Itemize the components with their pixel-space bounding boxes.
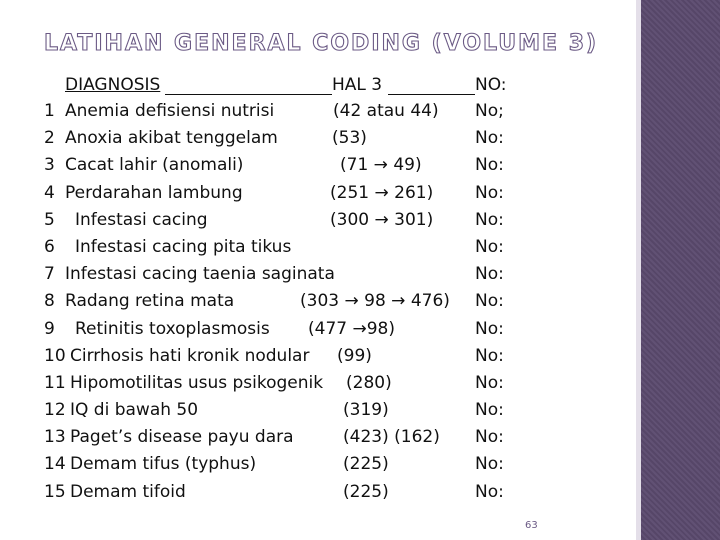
item-no: No: — [475, 210, 504, 230]
header-hal: HAL 3 — [332, 75, 383, 95]
item-number: 11 — [44, 373, 66, 393]
item-hal: (303 → 98 → 476) — [300, 291, 450, 311]
item-hal: (99) — [337, 346, 372, 366]
item-hal: (251 → 261) — [330, 183, 434, 203]
item-no: No: — [475, 155, 504, 175]
header-no: NO: — [475, 75, 507, 95]
item-diagnosis: Cirrhosis hati kronik nodular — [70, 346, 310, 366]
item-diagnosis: Anoxia akibat tenggelam — [65, 128, 278, 148]
item-hal: (300 → 301) — [330, 210, 434, 230]
item-diagnosis: Demam tifus (typhus) — [70, 454, 257, 474]
item-no: No: — [475, 183, 504, 203]
item-no: No: — [475, 319, 504, 339]
item-no: No: — [475, 427, 504, 447]
item-no: No: — [475, 237, 504, 257]
item-no: No: — [475, 400, 504, 420]
item-diagnosis: Radang retina mata — [65, 291, 235, 311]
item-diagnosis: Retinitis toxoplasmosis — [75, 319, 270, 339]
item-no: No: — [475, 373, 504, 393]
item-no: No; — [475, 101, 504, 121]
item-diagnosis: Paget’s disease payu dara — [70, 427, 294, 447]
item-no: No: — [475, 346, 504, 366]
item-hal: (280) — [346, 373, 392, 393]
header-underline — [165, 94, 332, 95]
item-hal: (319) — [343, 400, 389, 420]
item-number: 14 — [44, 454, 66, 474]
item-no: No: — [475, 482, 504, 502]
item-diagnosis: IQ di bawah 50 — [70, 400, 199, 420]
item-number: 4 — [44, 183, 55, 203]
item-number: 15 — [44, 482, 66, 502]
item-diagnosis: Hipomotilitas usus psikogenik — [70, 373, 324, 393]
item-number: 13 — [44, 427, 66, 447]
item-number: 7 — [44, 264, 55, 284]
item-diagnosis: Demam tifoid — [70, 482, 186, 502]
item-no: No: — [475, 291, 504, 311]
item-number: 8 — [44, 291, 55, 311]
item-hal: (477 →98) — [308, 319, 395, 339]
item-number: 10 — [44, 346, 66, 366]
item-diagnosis: Cacat lahir (anomali) — [65, 155, 244, 175]
item-hal: (423) (162) — [343, 427, 440, 447]
item-diagnosis: Infestasi cacing taenia saginata — [65, 264, 335, 284]
item-hal: (53) — [332, 128, 367, 148]
item-hal: (225) — [343, 482, 389, 502]
item-diagnosis: Anemia defisiensi nutrisi — [65, 101, 275, 121]
header-diagnosis: DIAGNOSIS — [65, 75, 161, 95]
item-no: No: — [475, 264, 504, 284]
item-no: No: — [475, 454, 504, 474]
item-no: No: — [475, 128, 504, 148]
slide-title: LATIHAN GENERAL CODING (VOLUME 3) — [44, 31, 599, 56]
item-hal: (42 atau 44) — [333, 101, 439, 121]
item-number: 9 — [44, 319, 55, 339]
item-hal: (71 → 49) — [340, 155, 422, 175]
item-diagnosis: Perdarahan lambung — [65, 183, 243, 203]
page-number: 63 — [525, 520, 538, 531]
item-number: 6 — [44, 237, 55, 257]
item-number: 12 — [44, 400, 66, 420]
header-underline — [388, 94, 475, 95]
item-number: 2 — [44, 128, 55, 148]
item-diagnosis: Infestasi cacing pita tikus — [75, 237, 292, 257]
item-number: 5 — [44, 210, 55, 230]
item-diagnosis: Infestasi cacing — [75, 210, 208, 230]
decorative-sidebar — [641, 0, 720, 540]
item-number: 3 — [44, 155, 55, 175]
item-number: 1 — [44, 101, 55, 121]
item-hal: (225) — [343, 454, 389, 474]
